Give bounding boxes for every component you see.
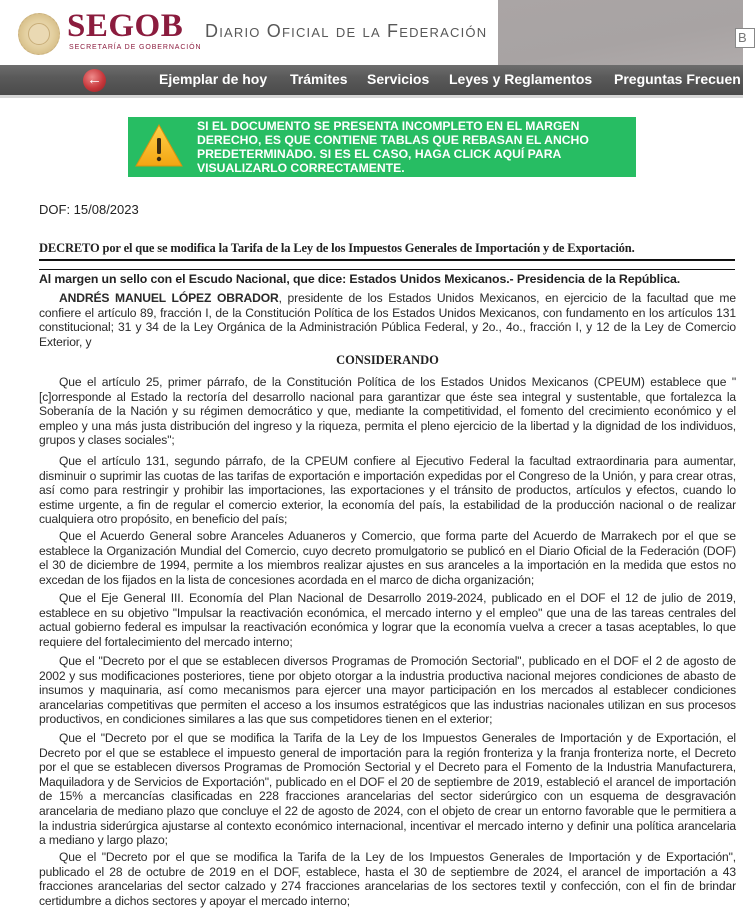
considerando-paragraph: Que el "Decreto por el que se modifica la Tarifa de la Ley de los Impuestos Generales de Importación y de Exportación", publicado el 28 de octubre de 2019 en el DOF, establece, hasta el 30 de septiembre de 2024, el arancel de importación a 43 fracciones arancelarias del sector calzado y 274 fracciones arancelarias de los sectores textil y confección, con el fin de brindar certidumbre a dichos sectores y apoyar el mercado interno;: [39, 850, 736, 908]
considerando-paragraph: Que el Acuerdo General sobre Aranceles Aduaneros y Comercio, que forma parte del Acuerdo de Marrakech por el que se establece la Organización Mundial del Comercio, cuyo decreto promulgatorio se publicó en el Diario Oficial de la Federación (DOF) el 30 de diciembre de 1994, permite a los miembros realizar ajustes en sus aranceles a la importación en la medida que estos no excedan de los fijados en la lista de concesiones acordada en el marco de dicha organización;: [39, 529, 736, 587]
nav-item-preguntas-frecuentes[interactable]: Preguntas Frecuen: [614, 71, 741, 87]
margin-divider: [39, 269, 735, 270]
segob-subtitle: SECRETARÍA DE GOBERNACIÓN: [69, 44, 202, 51]
considerando-paragraph: Que el artículo 25, primer párrafo, de la Constitución Política de los Estados Unidos Mexicanos (CPEUM) establece que "[c]orresponde al Estado la rectoría del desarrollo nacional para garantizar que éste sea integral y sustentable, que fortalezca la Soberanía de la Nación y su régimen democrático y que, mediante la competitividad, el fomento del crecimiento económico y el empleo y una más justa distribución del ingreso y la riqueza, permita el pleno ejercicio de la libertad y la dignidad de los individuos, grupos y clases sociales";: [39, 375, 736, 448]
considerando-paragraph: Que el Eje General III. Economía del Plan Nacional de Desarrollo 2019-2024, publicado en el DOF el 12 de julio de 2019, establece en su objetivo "Impulsar la reactivación económica, el mercado interno y el empleo" que una de las tareas centrales del actual gobierno federal es impulsar la reactivación económica y lograr que la economía vuelva a crecer a tasas aceptables, lo que requiere del fortalecimiento del mercado interno;: [39, 591, 736, 649]
section-heading: CONSIDERANDO: [336, 353, 439, 367]
decree-title: DECRETO por el que se modifica la Tarifa de la Ley de los Impuestos Generales de Importación y de Exportación.: [39, 241, 635, 255]
title-divider: [39, 259, 735, 261]
nav-item-leyes-y-reglamentos[interactable]: Leyes y Reglamentos: [449, 71, 593, 87]
alert-message[interactable]: SI EL DOCUMENTO SE PRESENTA INCOMPLETO EN EL MARGEN DERECHO, ES QUE CONTIENE TABLAS QUE REBASAN EL ANCHO PREDETERMINADO. SI ES EL CASO, HAGA CLICK AQUÍ PARA VISUALIZARLO CORRECTAMENTE.: [197, 119, 589, 175]
considerando-paragraph: Que el "Decreto por el que se modifica la Tarifa de la Ley de los Impuestos Generales de Importación y de Exportación, el Decreto por el que se establece el impuesto general de importación para la región fronteriza y la franja fronteriza norte, el Decreto por el que se establecen diversos Programas de Promoción Sectorial y el Decreto para el Fomento de la Industria Manufacturera, Maquiladora y de Servicios de Exportación", publicado en el DOF el 20 de septiembre de 2019, estableció el arancel de importación de 15% a mercancías clasificadas en 228 fracciones arancelarias del sector siderúrgico con un esquema de desgravación arancelaria de mediano plazo que concluye el 22 de agosto de 2024, con el objeto de crear un entorno favorable que le permitiera a la industria siderúrgica ajustarse al contexto económico internacional, incentivar el mercado interno y definir una política arancelaria a mediano y largo plazo;: [39, 731, 736, 848]
margin-note: Al margen un sello con el Escudo Nacional, que dice: Estados Unidos Mexicanos.- Presidencia de la República.: [39, 272, 681, 286]
arrow-left-icon: ←: [87, 71, 102, 88]
incomplete-document-alert[interactable]: [128, 117, 636, 177]
warning-icon: [134, 123, 184, 168]
header-search-area: [498, 0, 743, 65]
main-nav: [0, 65, 743, 95]
back-button[interactable]: [83, 69, 106, 92]
site-title[interactable]: Diario Oficial de la Federación: [205, 21, 488, 41]
seal-eagle-emblem: [28, 23, 50, 45]
nav-item-ejemplar-de-hoy[interactable]: Ejemplar de hoy: [159, 71, 268, 87]
segob-logo-text[interactable]: SEGOB: [67, 8, 184, 44]
publication-date: DOF: 15/08/2023: [39, 202, 139, 217]
intro-text: , presidente de los Estados Unidos Mexicanos, en ejercicio de la facultad que me confiere el artículo 89, fracción I, de la Constitución Política de los Estados Unidos Mexicanos, con fundamento en los artículos 131 constitucional; 31 y 34 de la Ley Orgánica de la Administración Pública Federal, y 2o., 4o., fracción I, y 12 de la Ley de Comercio Exterior, y: [39, 291, 736, 349]
coat-of-arms-logo: [18, 13, 60, 55]
intro-paragraph: [39, 291, 736, 349]
president-name: ANDRÉS MANUEL LÓPEZ OBRADOR: [59, 291, 279, 305]
search-input[interactable]: B: [735, 28, 755, 48]
nav-item-servicios[interactable]: Servicios: [367, 71, 430, 87]
considerando-paragraph: Que el artículo 131, segundo párrafo, de la CPEUM confiere al Ejecutivo Federal la facultad extraordinaria para aumentar, disminuir o suprimir las cuotas de las tarifas de exportación e importación expedidas por el Congreso de la Unión, y para crear otras, así como para restringir y prohibir las importaciones, las exportaciones y el tránsito de productos, artículos y efectos, cuando lo estime urgente, a fin de regular el comercio exterior, la economía del país, la estabilidad de la producción nacional o de realizar cualquiera otro propósito, en beneficio del país;: [39, 454, 736, 527]
considerando-paragraph: Que el "Decreto por el que se establecen diversos Programas de Promoción Sectorial", publicado en el DOF el 2 de agosto de 2002 y sus modificaciones posteriores, tiene por objeto otorgar a la industria productiva nacional mejores condiciones de abasto de insumos y maquinaria, así como mecanismos para ejercer una mayor participación en los mercados al establecer condiciones arancelarias competitivas que permiten el acceso a los insumos estratégicos que las industrias nacionales utilizan en sus procesos productivos, en condiciones similares a las que sus competidores tienen en el exterior;: [39, 654, 736, 727]
nav-item-tramites[interactable]: Trámites: [290, 71, 348, 87]
